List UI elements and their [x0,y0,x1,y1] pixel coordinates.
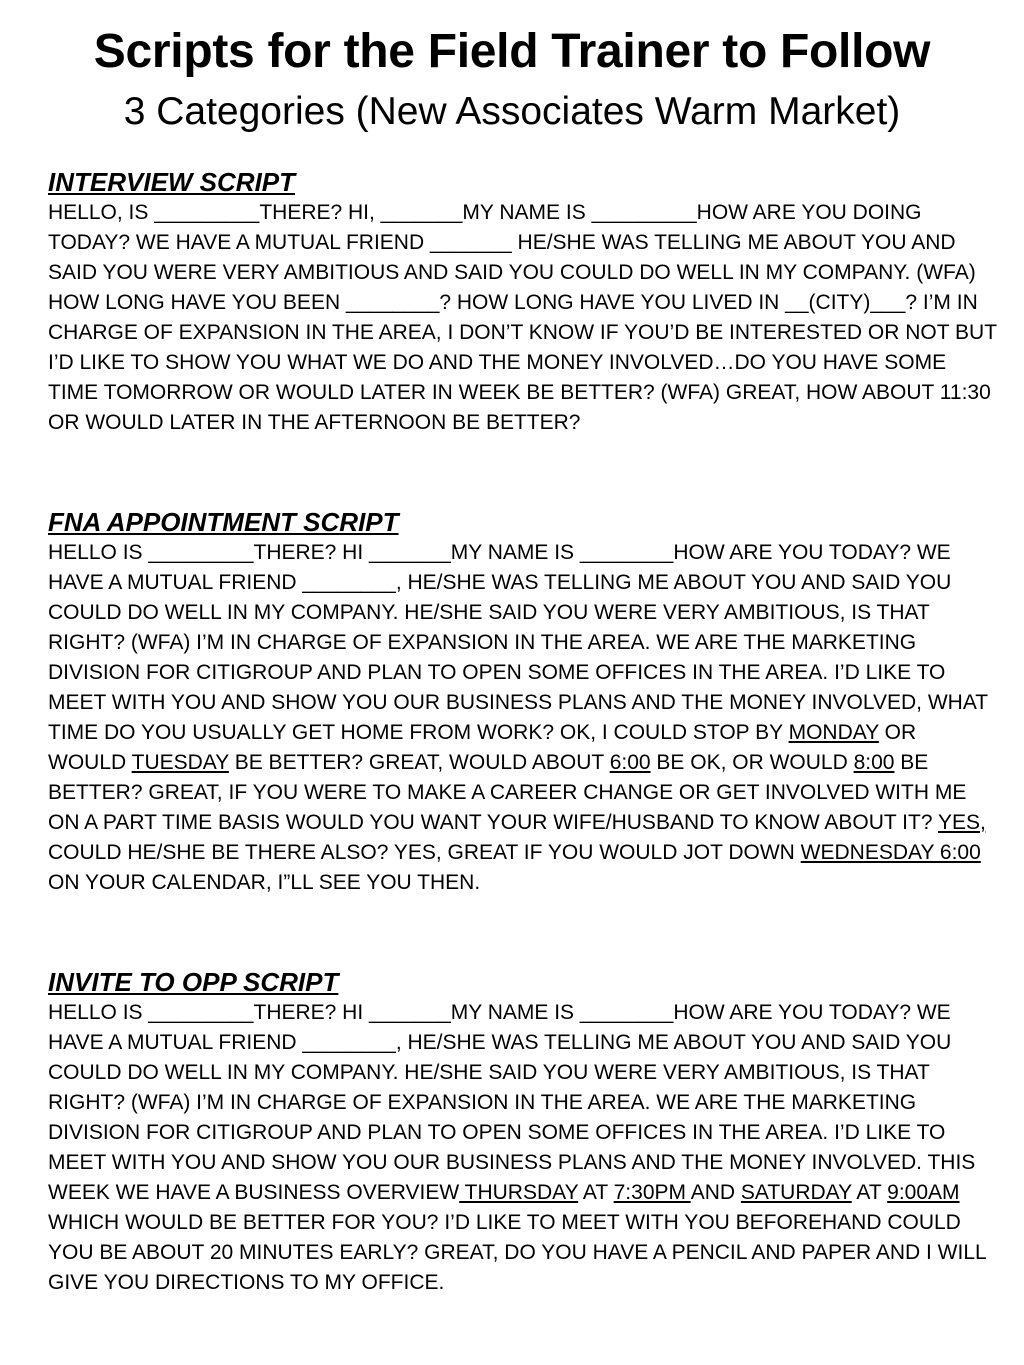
underlined-text: SATURDAY [740,1181,852,1204]
body-text: HELLO IS _________THERE? HI _______MY NAME IS ________HOW ARE YOU TODAY? WE HAVE A MUTUAL FRIEND ________, HE/SHE WAS TELLING ME ABOUT YOU AND SAID YOU COULD DO WELL IN MY COMPANY. HE/SHE SAID YOU WERE VERY AMBITIOUS, IS THAT RIGHT? (WFA) I’M IN CHARGE OF EXPANSION IN THE AREA. WE ARE THE MARKETING DIVISION FOR CITIGROUP AND PLAN TO OPEN SOME OFFICES IN THE AREA. I’D LIKE TO MEET WITH YOU AND SHOW YOU OUR BUSINESS PLANS AND THE MONEY INVOLVED. THIS WEEK WE HAVE A BUSINESS OVERVIEW [48,1001,976,1204]
section-invite-to-opp-script [48,966,998,1298]
section-heading: INVITE TO OPP SCRIPT [48,967,339,997]
section-body [48,198,998,438]
body-text: BE OK, OR WOULD [650,751,854,774]
body-text: AND [690,1181,741,1204]
page-title: Scripts for the Field Trainer to Follow [93,25,931,78]
body-text: WHICH WOULD BE BETTER FOR YOU? I’D LIKE TO MEET WITH YOU BEFOREHAND COULD YOU BE ABOUT 20 MINUTES EARLY? GREAT, DO YOU HAVE A PENCIL AND PAPER AND I WILL GIVE YOU DIRECTIONS TO MY OFFICE. [48,1211,986,1294]
underlined-text: YES, [937,811,986,834]
underlined-text: MONDAY [788,721,879,744]
underlined-text: THURSDAY [459,1181,579,1204]
underlined-text: 9:00AM [887,1181,960,1204]
body-text: OR WOULD [48,721,917,774]
section-body [48,538,998,898]
underlined-text: 7:30PM [613,1181,691,1204]
section-heading: INTERVIEW SCRIPT [48,167,296,197]
body-text: COULD HE/SHE BE THERE ALSO? YES, GREAT IF YOU WOULD JOT DOWN [48,841,801,864]
body-text: ON YOUR CALENDAR, I”LL SEE YOU THEN. [48,871,481,894]
page-subtitle: 3 Categories (New Associates Warm Market) [123,90,901,133]
section-heading: FNA APPOINTMENT SCRIPT [48,507,399,537]
body-text: BE BETTER? GREAT, IF YOU WERE TO MAKE A CAREER CHANGE OR GET INVOLVED WITH ME ON A PART TIME BASIS WOULD YOU WANT YOUR WIFE/HUSBAND TO KNOW ABOUT IT? [48,751,967,834]
underlined-text: 6:00 [609,751,651,774]
section-body [48,998,998,1298]
body-text: AT [578,1181,614,1204]
body-text: HELLO IS _________THERE? HI _______MY NAME IS ________HOW ARE YOU TODAY? WE HAVE A MUTUAL FRIEND ________, HE/SHE WAS TELLING ME ABOUT YOU AND SAID YOU COULD DO WELL IN MY COMPANY. HE/SHE SAID YOU WERE VERY AMBITIOUS, IS THAT RIGHT? (WFA) I’M IN CHARGE OF EXPANSION IN THE AREA. WE ARE THE MARKETING DIVISION FOR CITIGROUP AND PLAN TO OPEN SOME OFFICES IN THE AREA. I’D LIKE TO MEET WITH YOU AND SHOW YOU OUR BUSINESS PLANS AND THE MONEY INVOLVED, WHAT TIME DO YOU USUALLY GET HOME FROM WORK? OK, I COULD STOP BY [48,541,988,744]
underlined-text: 8:00 [853,751,895,774]
section-interview-script [48,166,998,438]
underlined-text: WEDNESDAY 6:00 [800,841,981,864]
section-fna-appointment-script [48,506,998,898]
body-text: AT [851,1181,888,1204]
body-text: HELLO, IS _________THERE? HI, _______MY NAME IS _________HOW ARE YOU DOING TODAY? WE HAVE A MUTUAL FRIEND _______ HE/SHE WAS TELLING ME ABOUT YOU AND SAID YOU WERE VERY AMBITIOUS AND SAID YOU COULD DO WELL IN MY COMPANY. (WFA) HOW LONG HAVE YOU BEEN ________? HOW LONG HAVE YOU LIVED IN __(CITY)___? I’M IN CHARGE OF EXPANSION IN THE AREA, I DON’T KNOW IF YOU’D BE INTERESTED OR NOT BUT I’D LIKE TO SHOW YOU WHAT WE DO AND THE MONEY INVOLVED…DO YOU HAVE SOME TIME TOMORROW OR WOULD LATER IN WEEK BE BETTER? (WFA) GREAT, HOW ABOUT 11:30 OR WOULD LATER IN THE AFTERNOON BE BETTER? [48,201,997,434]
underlined-text: TUESDAY [131,751,229,774]
body-text: BE BETTER? GREAT, WOULD ABOUT [228,751,610,774]
